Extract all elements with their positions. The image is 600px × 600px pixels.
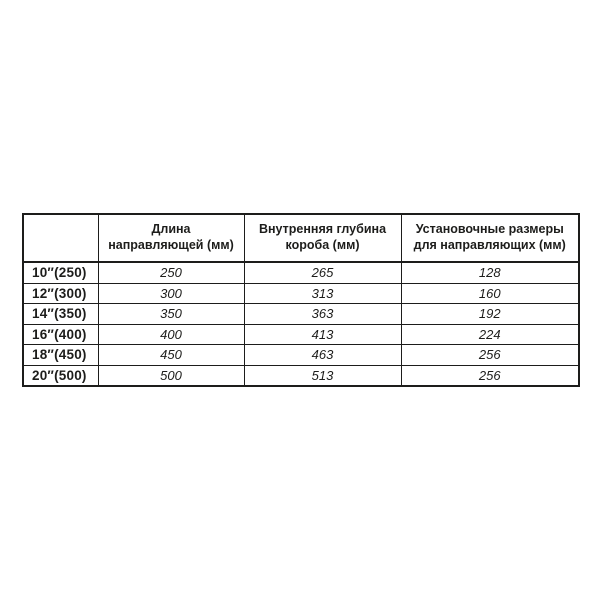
header-text-line1: Длина	[151, 222, 191, 237]
value-cell-mount-size: 256	[401, 365, 579, 386]
value-cell-rail-length: 400	[98, 324, 244, 345]
value-cell-inner-depth: 363	[244, 304, 401, 325]
value-cell-mount-size: 256	[401, 345, 579, 366]
header-cell-mount-size	[401, 214, 579, 262]
value-cell-mount-size: 160	[401, 283, 579, 304]
header-cell-size	[23, 214, 98, 262]
value-cell-rail-length: 450	[98, 345, 244, 366]
row-label-cell: 10″(250)	[23, 262, 98, 283]
header-text-line1: Внутренняя глубина	[258, 222, 387, 237]
value-cell-inner-depth: 313	[244, 283, 401, 304]
value-cell-mount-size: 128	[401, 262, 579, 283]
header-text-line2: короба (мм)	[285, 238, 360, 252]
row-label-cell: 16″(400)	[23, 324, 98, 345]
value-cell-inner-depth: 513	[244, 365, 401, 386]
row-label-cell: 12″(300)	[23, 283, 98, 304]
table-row	[23, 262, 579, 283]
value-cell-rail-length: 350	[98, 304, 244, 325]
rail-spec-table-container	[22, 213, 580, 387]
header-cell-inner-depth	[244, 214, 401, 262]
header-row	[23, 214, 579, 262]
header-text-line1: Установочные размеры	[415, 222, 564, 237]
value-cell-mount-size: 192	[401, 304, 579, 325]
table-row	[23, 345, 579, 366]
value-cell-mount-size: 224	[401, 324, 579, 345]
value-cell-rail-length: 300	[98, 283, 244, 304]
header-text-line2: направляющей (мм)	[108, 238, 234, 252]
table-row	[23, 283, 579, 304]
value-cell-rail-length: 250	[98, 262, 244, 283]
table-row	[23, 324, 579, 345]
value-cell-inner-depth: 413	[244, 324, 401, 345]
header-text-line2: для направляющих (мм)	[413, 238, 566, 252]
row-label-cell: 20″(500)	[23, 365, 98, 386]
row-label-cell: 18″(450)	[23, 345, 98, 366]
value-cell-rail-length: 500	[98, 365, 244, 386]
table-row	[23, 304, 579, 325]
table-row	[23, 365, 579, 386]
value-cell-inner-depth: 265	[244, 262, 401, 283]
header-cell-rail-length	[98, 214, 244, 262]
rail-spec-table	[22, 213, 580, 387]
value-cell-inner-depth: 463	[244, 345, 401, 366]
row-label-cell: 14″(350)	[23, 304, 98, 325]
